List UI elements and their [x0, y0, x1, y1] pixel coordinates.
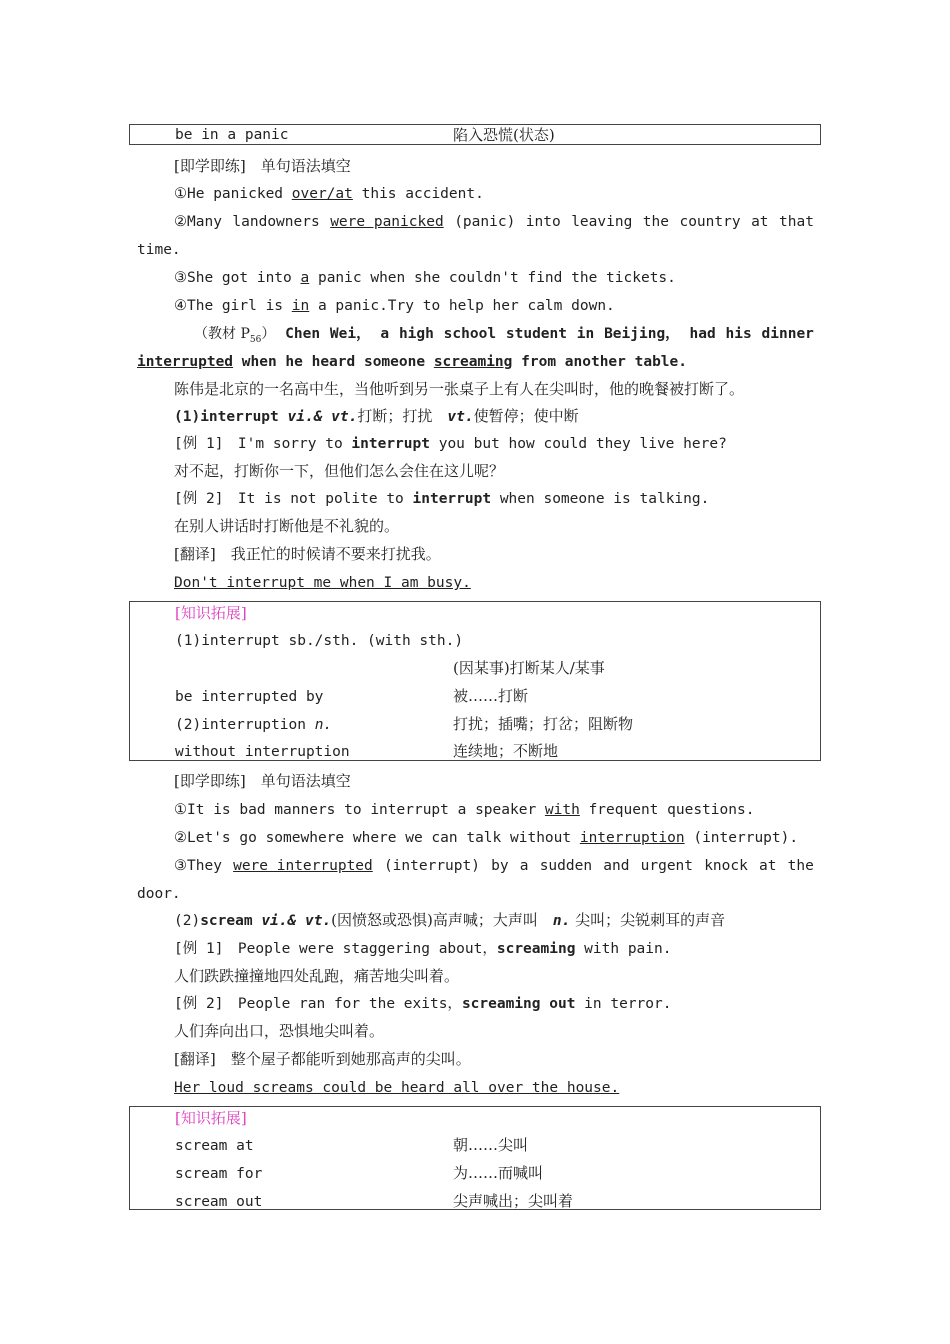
phrase-term: scream out: [175, 1194, 263, 1210]
exercise-item: ①He panicked over/at this accident.: [174, 186, 484, 202]
knowledge-box-scream: [129, 1106, 821, 1210]
answer: interruption: [579, 830, 685, 846]
answer: in: [291, 298, 310, 314]
textbook-ref: （教材 $P_{56}$）: [194, 326, 276, 345]
example-1-translation: 人们跌跌撞撞地四处乱跑，痛苦地尖叫着。: [174, 967, 460, 985]
definition-interrupt: (1)interrupt vi.& vt.打断；打扰 vt.使暂停；使中断: [174, 407, 579, 425]
knowledge-header: [知识拓展]: [175, 604, 247, 622]
translate-answer: Don't interrupt me when I am busy.: [174, 575, 471, 591]
example-2-translation: 人们奔向出口，恐惧地尖叫着。: [174, 1022, 385, 1040]
answer: were panicked: [330, 214, 444, 230]
example-2: [例 2] People ran for the exits，screaming out in terror.: [174, 996, 672, 1012]
exercise-item: ③They were interrupted (interrupt) by a sudden and urgent knock at the: [174, 858, 814, 874]
exercise-item: ④The girl is in a panic.Try to help her calm down.: [174, 298, 615, 314]
phrase-meaning: 打扰；插嘴；打岔；阻断物: [453, 715, 634, 733]
exercise-item: ②Let's go somewhere where we can talk without interruption (interrupt).: [174, 830, 799, 846]
exercise-item: ③She got into a panic when she couldn't find the tickets.: [174, 270, 676, 286]
exercise-continuation: time.: [137, 242, 181, 258]
example-2-translation: 在别人讲话时打断他是不礼貌的。: [174, 517, 400, 535]
definition-scream: (2)scream vi.& vt.(因愤怒或恐惧)高声喊；大声叫 n. 尖叫；尖锐刺耳的声音: [174, 911, 726, 929]
phrase-meaning: 为……而喊叫: [453, 1164, 544, 1182]
knowledge-box-interrupt: [129, 601, 821, 761]
phrase-term: (1)interrupt sb./sth. (with sth.): [175, 633, 464, 649]
translate-task: [翻译] 整个屋子都能听到她那高声的尖叫。: [174, 1050, 471, 1068]
phrase-term: without interruption: [175, 744, 350, 760]
translate-answer: Her loud screams could be heard all over the house.: [174, 1080, 620, 1096]
textbook-translation: 陈伟是北京的一名高中生，当他听到另一张桌子上有人在尖叫时，他的晚餐被打断了。: [174, 380, 745, 398]
answer: over/at: [291, 186, 353, 202]
phrase-term: be interrupted by: [175, 689, 324, 705]
exercise-item: ②Many landowners were panicked (panic) into leaving the country at that: [174, 214, 814, 230]
phrase-term: scream at: [175, 1138, 254, 1154]
phrase-term: be in a panic: [175, 127, 289, 143]
answer: a: [300, 270, 310, 286]
answer: were interrupted: [233, 858, 373, 874]
practice-label: [即学即练] 单句语法填空: [174, 157, 351, 175]
phrase-term: scream for: [175, 1166, 263, 1182]
knowledge-header: [知识拓展]: [175, 1109, 247, 1127]
phrase-meaning: (因某事)打断某人/某事: [453, 659, 605, 677]
phrase-meaning: 陷入恐慌(状态): [453, 126, 555, 144]
exercise-continuation: door.: [137, 886, 181, 902]
phrase-meaning: 被……打断: [453, 687, 529, 705]
phrase-meaning: 连续地；不断地: [453, 742, 559, 760]
phrase-term: (2)interruption n.: [175, 717, 333, 733]
textbook-sentence: （教材 $P_{56}$） Chen Wei， a high school student in Beijing， had his dinner: [194, 324, 814, 350]
answer: with: [544, 802, 580, 818]
translate-task: [翻译] 我正忙的时候请不要来打扰我。: [174, 545, 441, 563]
phrase-meaning: 尖声喊出；尖叫着: [453, 1192, 574, 1210]
exercise-item: ①It is bad manners to interrupt a speaker with frequent questions.: [174, 802, 755, 818]
example-1: [例 1] I'm sorry to interrupt you but how could they live here?: [174, 436, 727, 452]
example-1: [例 1] People were staggering about，screaming with pain.: [174, 941, 672, 957]
example-1-translation: 对不起，打断你一下，但他们怎么会住在这儿呢？: [174, 462, 505, 480]
phrase-meaning: 朝……尖叫: [453, 1136, 529, 1154]
example-2: [例 2] It is not polite to interrupt when someone is talking.: [174, 491, 710, 507]
textbook-sentence-cont: interrupted when he heard someone screaming from another table.: [137, 354, 688, 370]
practice-label: [即学即练] 单句语法填空: [174, 772, 351, 790]
phrase-box-panic: [129, 124, 821, 145]
